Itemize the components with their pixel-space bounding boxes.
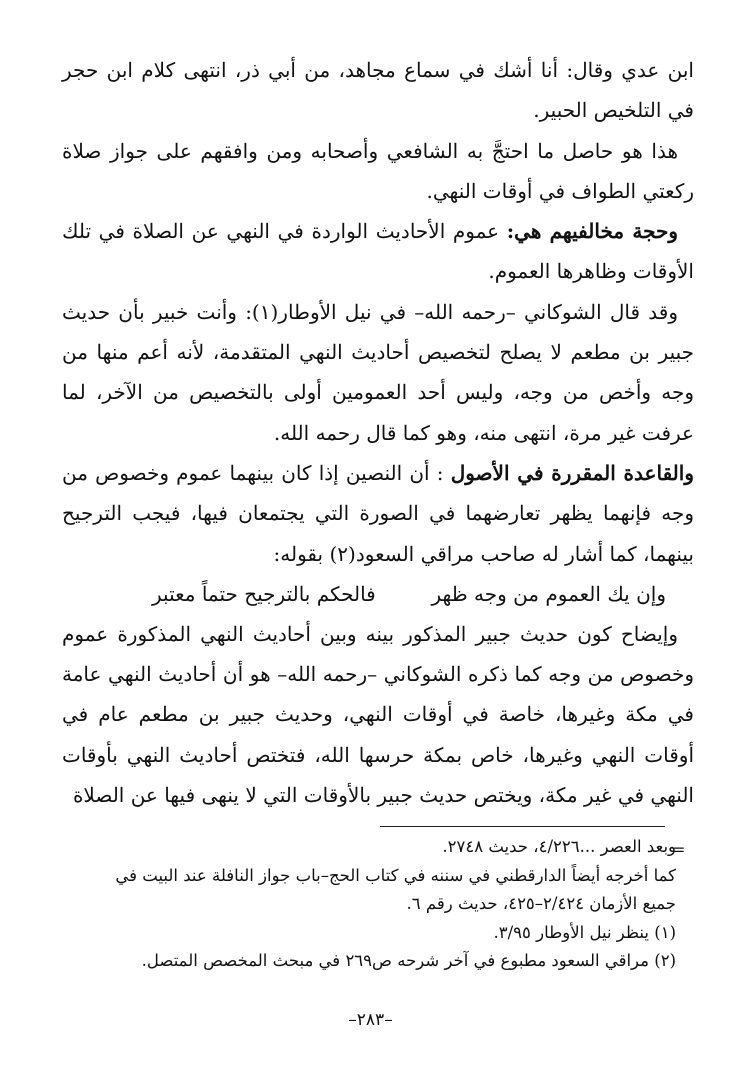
paragraph-5 xyxy=(62,453,694,574)
footnote-separator xyxy=(380,826,665,827)
footnote-continuation-mark: = xyxy=(672,840,686,859)
paragraph-body: عموم الأحاديث الواردة في النهي عن الصلاة في تلك الأوقات وظاهرها العموم. xyxy=(62,219,694,284)
paragraph-body: : أن النصين إذا كان بينهما عموم وخصوص من وجه فإنهما يظهر تعارضهما في الصورة التي يجتمعان فيها، فيجب الترجيح بينهما، كما أشار له صاحب مراقي السعود(٢) بقوله: xyxy=(62,460,694,566)
verse-second-hemistich: فالحكم بالترجيح حتماً معتبر xyxy=(152,581,376,606)
footnote-continuation-line: جميع الأزمان ٢/٤٢٤–٤٢٥، حديث رقم ٦. xyxy=(406,894,676,913)
paragraph-body: هذا هو حاصل ما احتجَّ به الشافعي وأصحابه ومن وافقهم على جواز صلاة ركعتي الطواف في أوقات النهي. xyxy=(62,138,694,203)
paragraph-1 xyxy=(62,50,694,131)
footnote-1: (١) ينظر نيل الأوطار ٣/٩٥. xyxy=(493,922,676,942)
paragraph-3 xyxy=(62,211,694,292)
page-number: –٢٨٣– xyxy=(348,1010,393,1030)
paragraph-4 xyxy=(62,292,694,453)
paragraph-2 xyxy=(62,131,694,212)
paragraph-body: ابن عدي وقال: أنا أشك في سماع مجاهد، من أبي ذر، انتهى كلام ابن حجر في التلخيص الحبير. xyxy=(62,58,694,123)
footnote-2: (٢) مراقي السعود مطبوع في آخر شرحه ص٢٦٩ في مبحث المخصص المتصل. xyxy=(141,951,676,970)
main-text xyxy=(62,50,694,815)
paragraph-lead: وحجة مخالفيهم هي: xyxy=(506,219,679,244)
footnote-continuation-line: كما أخرجه أيضاً الدارقطني في سننه في كتاب الحج–باب جواز النافلة عند البيت في xyxy=(115,865,676,885)
footnote-continuation-line: وبعد العصر ...٤/٢٢٦، حديث ٢٧٤٨. xyxy=(442,837,676,856)
paragraph-6: وإيضاح كون حديث جبير المذكور بينه وبين أحاديث النهي المذكورة عموم وخصوص من وجه كما ذكره الشوكاني –رحمه الله– هو أن أحاديث النهي عامة في مكة وغيرها، خاصة في أوقات النهي، وحديث جبير بن مطعم عام في أوقات النهي وغيرها، خاص بمكة حرسها الله، فتختص أحاديث النهي بأوقات النهي في غير مكة، ويختص حديث جبير بالأوقات التي لا ينهى فيها عن الصلاة xyxy=(62,621,694,808)
paragraph-lead: والقاعدة المقررة في الأصول xyxy=(450,460,694,485)
verse-first-hemistich: وإن يك العموم من وجه ظهر xyxy=(431,581,666,606)
poem-verse xyxy=(62,574,694,614)
footnotes xyxy=(62,833,676,976)
paragraph-body: وقد قال الشوكاني –رحمه الله– في نيل الأوطار(١): وأنت خبير بأن حديث جبير بن مطعم لا يصلح لتخصيص أحاديث النهي المتقدمة، لأنه أعم منها من وجه وأخص من وجه، وليس أحد العمومين أولى بالتخصيص من الآخر، لما عرفت غير مرة، انتهى منه، وهو كما قال رحمه الله. xyxy=(62,299,694,445)
